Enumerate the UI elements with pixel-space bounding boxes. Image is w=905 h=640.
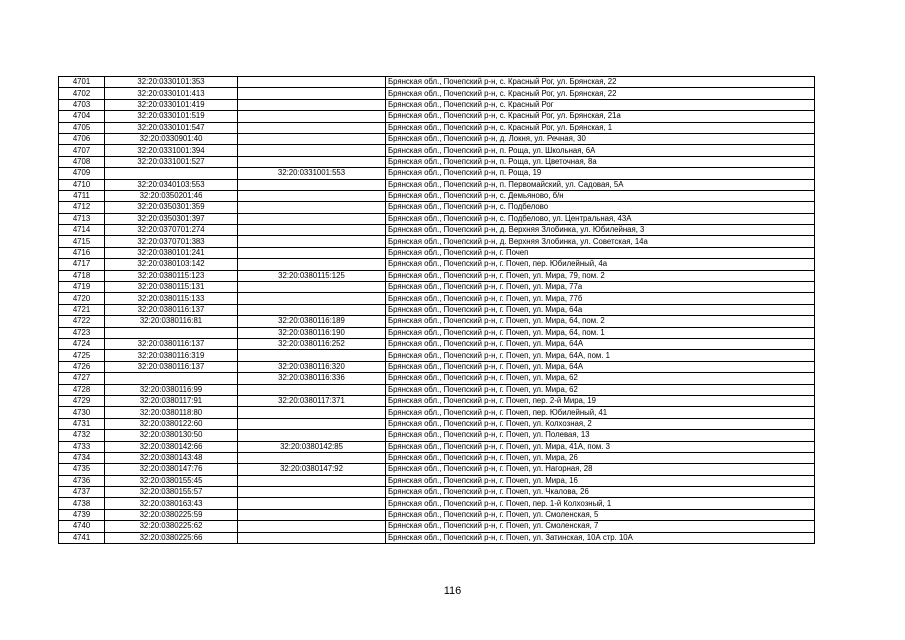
cadastral-number-cell xyxy=(105,373,238,384)
cadastral-number-cell: 32:20:0380116:137 xyxy=(105,361,238,372)
cadastral-number-cell: 32:20:0380116:81 xyxy=(105,316,238,327)
related-cadastral-number-cell xyxy=(238,213,386,224)
address-cell: Брянская обл., Почепский р-н, г. Почеп, ул. Мира, 62 xyxy=(386,373,815,384)
table-row xyxy=(59,441,815,452)
row-number-cell: 4702 xyxy=(59,88,105,99)
address-cell: Брянская обл., Почепский р-н, г. Почеп, пер. Юбилейный, 41 xyxy=(386,407,815,418)
table-row xyxy=(59,247,815,258)
table-row xyxy=(59,373,815,384)
related-cadastral-number-cell xyxy=(238,487,386,498)
table-row xyxy=(59,259,815,270)
related-cadastral-number-cell xyxy=(238,293,386,304)
related-cadastral-number-cell xyxy=(238,350,386,361)
row-number-cell: 4705 xyxy=(59,122,105,133)
table-row xyxy=(59,475,815,486)
related-cadastral-number-cell xyxy=(238,179,386,190)
table-row xyxy=(59,282,815,293)
address-cell: Брянская обл., Почепский р-н, с. Красный Рог xyxy=(386,99,815,110)
row-number-cell: 4724 xyxy=(59,338,105,349)
cadastral-number-cell: 32:20:0380155:57 xyxy=(105,487,238,498)
row-number-cell: 4704 xyxy=(59,111,105,122)
address-cell: Брянская обл., Почепский р-н, г. Почеп, ул. Мира, 64А xyxy=(386,361,815,372)
related-cadastral-number-cell xyxy=(238,509,386,520)
row-number-cell: 4706 xyxy=(59,133,105,144)
address-cell: Брянская обл., Почепский р-н, с. Красный Рог, ул. Брянская, 22 xyxy=(386,77,815,88)
address-cell: Брянская обл., Почепский р-н, г. Почеп, ул. Полевая, 13 xyxy=(386,430,815,441)
cadastral-number-cell: 32:20:0380116:137 xyxy=(105,338,238,349)
address-cell: Брянская обл., Почепский р-н, г. Почеп, ул. Мира, 79, пом. 2 xyxy=(386,270,815,281)
address-cell: Брянская обл., Почепский р-н, с. Красный Рог, ул. Брянская, 21а xyxy=(386,111,815,122)
cadastral-number-cell: 32:20:0370701:274 xyxy=(105,225,238,236)
related-cadastral-number-cell xyxy=(238,133,386,144)
table-row xyxy=(59,509,815,520)
related-cadastral-number-cell: 32:20:0331001:553 xyxy=(238,168,386,179)
row-number-cell: 4728 xyxy=(59,384,105,395)
row-number-cell: 4710 xyxy=(59,179,105,190)
related-cadastral-number-cell xyxy=(238,190,386,201)
related-cadastral-number-cell xyxy=(238,145,386,156)
related-cadastral-number-cell xyxy=(238,77,386,88)
address-cell: Брянская обл., Почепский р-н, г. Почеп, ул. Мира, 62 xyxy=(386,384,815,395)
related-cadastral-number-cell xyxy=(238,282,386,293)
row-number-cell: 4717 xyxy=(59,259,105,270)
cadastral-number-cell: 32:20:0330101:519 xyxy=(105,111,238,122)
cadastral-number-cell: 32:20:0380103:142 xyxy=(105,259,238,270)
cadastral-number-cell: 32:20:0350301:397 xyxy=(105,213,238,224)
row-number-cell: 4721 xyxy=(59,304,105,315)
address-cell: Брянская обл., Почепский р-н, г. Почеп, ул. Мира, 77а xyxy=(386,282,815,293)
table-row xyxy=(59,452,815,463)
address-cell: Брянская обл., Почепский р-н, с. Красный Рог, ул. Брянская, 1 xyxy=(386,122,815,133)
cadastral-number-cell: 32:20:0380117:91 xyxy=(105,395,238,406)
cadastral-number-cell: 32:20:0350301:359 xyxy=(105,202,238,213)
cadastral-number-cell: 32:20:0380143:48 xyxy=(105,452,238,463)
row-number-cell: 4720 xyxy=(59,293,105,304)
address-cell: Брянская обл., Почепский р-н, г. Почеп, ул. Мира, 26 xyxy=(386,452,815,463)
address-cell: Брянская обл., Почепский р-н, г. Почеп, ул. Мира, 16 xyxy=(386,475,815,486)
address-cell: Брянская обл., Почепский р-н, г. Почеп, пер. 1-й Колхозный, 1 xyxy=(386,498,815,509)
cadastral-number-cell: 32:20:0380101:241 xyxy=(105,247,238,258)
table-row xyxy=(59,190,815,201)
address-cell: Брянская обл., Почепский р-н, с. Красный Рог, ул. Брянская, 22 xyxy=(386,88,815,99)
address-cell: Брянская обл., Почепский р-н, г. Почеп, ул. Мира, 64, пом. 1 xyxy=(386,327,815,338)
row-number-cell: 4714 xyxy=(59,225,105,236)
table-row xyxy=(59,133,815,144)
address-cell: Брянская обл., Почепский р-н, п. Первомайский, ул. Садовая, 5А xyxy=(386,179,815,190)
cadastral-number-cell: 32:20:0330101:547 xyxy=(105,122,238,133)
cadastral-number-cell: 32:20:0330101:419 xyxy=(105,99,238,110)
related-cadastral-number-cell xyxy=(238,430,386,441)
related-cadastral-number-cell: 32:20:0380116:190 xyxy=(238,327,386,338)
related-cadastral-number-cell xyxy=(238,407,386,418)
table-row xyxy=(59,430,815,441)
row-number-cell: 4712 xyxy=(59,202,105,213)
table-row xyxy=(59,304,815,315)
related-cadastral-number-cell xyxy=(238,532,386,543)
related-cadastral-number-cell xyxy=(238,521,386,532)
table-row xyxy=(59,418,815,429)
row-number-cell: 4701 xyxy=(59,77,105,88)
table-row xyxy=(59,350,815,361)
table-row xyxy=(59,316,815,327)
table-row xyxy=(59,202,815,213)
cadastral-number-cell: 32:20:0331001:394 xyxy=(105,145,238,156)
row-number-cell: 4732 xyxy=(59,430,105,441)
related-cadastral-number-cell xyxy=(238,156,386,167)
related-cadastral-number-cell xyxy=(238,418,386,429)
cadastral-number-cell: 32:20:0380142:66 xyxy=(105,441,238,452)
cadastral-number-cell: 32:20:0330101:353 xyxy=(105,77,238,88)
cadastral-number-cell: 32:20:0380155:45 xyxy=(105,475,238,486)
address-cell: Брянская обл., Почепский р-н, г. Почеп, ул. Чкалова, 26 xyxy=(386,487,815,498)
registry-table-body xyxy=(59,77,815,544)
row-number-cell: 4722 xyxy=(59,316,105,327)
table-row xyxy=(59,532,815,543)
address-cell: Брянская обл., Почепский р-н, с. Подбелово xyxy=(386,202,815,213)
address-cell: Брянская обл., Почепский р-н, г. Почеп, ул. Колхозная, 2 xyxy=(386,418,815,429)
row-number-cell: 4738 xyxy=(59,498,105,509)
address-cell: Брянская обл., Почепский р-н, г. Почеп, ул. Мира, 64А xyxy=(386,338,815,349)
address-cell: Брянская обл., Почепский р-н, г. Почеп, пер. Юбилейный, 4а xyxy=(386,259,815,270)
table-row xyxy=(59,168,815,179)
table-row xyxy=(59,464,815,475)
address-cell: Брянская обл., Почепский р-н, г. Почеп, ул. Мира, 41А, пом. 3 xyxy=(386,441,815,452)
cadastral-number-cell: 32:20:0330901:40 xyxy=(105,133,238,144)
cadastral-number-cell xyxy=(105,327,238,338)
related-cadastral-number-cell: 32:20:0380115:125 xyxy=(238,270,386,281)
table-row xyxy=(59,395,815,406)
table-row xyxy=(59,145,815,156)
row-number-cell: 4715 xyxy=(59,236,105,247)
table-row xyxy=(59,111,815,122)
cadastral-number-cell: 32:20:0380116:99 xyxy=(105,384,238,395)
related-cadastral-number-cell: 32:20:0380116:336 xyxy=(238,373,386,384)
address-cell: Брянская обл., Почепский р-н, с. Подбелово, ул. Центральная, 43А xyxy=(386,213,815,224)
row-number-cell: 4711 xyxy=(59,190,105,201)
address-cell: Брянская обл., Почепский р-н, г. Почеп, пер. 2-й Мира, 19 xyxy=(386,395,815,406)
cadastral-number-cell: 32:20:0380225:59 xyxy=(105,509,238,520)
table-row xyxy=(59,88,815,99)
related-cadastral-number-cell xyxy=(238,304,386,315)
table-row xyxy=(59,156,815,167)
row-number-cell: 4718 xyxy=(59,270,105,281)
related-cadastral-number-cell xyxy=(238,475,386,486)
row-number-cell: 4726 xyxy=(59,361,105,372)
row-number-cell: 4731 xyxy=(59,418,105,429)
cadastral-number-cell: 32:20:0380147:76 xyxy=(105,464,238,475)
row-number-cell: 4709 xyxy=(59,168,105,179)
related-cadastral-number-cell xyxy=(238,122,386,133)
cadastral-number-cell: 32:20:0370701:383 xyxy=(105,236,238,247)
cadastral-number-cell: 32:20:0380225:66 xyxy=(105,532,238,543)
address-cell: Брянская обл., Почепский р-н, д. Верхняя Злобинка, ул. Юбилейная, 3 xyxy=(386,225,815,236)
row-number-cell: 4719 xyxy=(59,282,105,293)
address-cell: Брянская обл., Почепский р-н, г. Почеп xyxy=(386,247,815,258)
related-cadastral-number-cell xyxy=(238,452,386,463)
address-cell: Брянская обл., Почепский р-н, г. Почеп, ул. Мира, 64а xyxy=(386,304,815,315)
table-row xyxy=(59,327,815,338)
related-cadastral-number-cell xyxy=(238,202,386,213)
address-cell: Брянская обл., Почепский р-н, п. Роща, ул. Цветочная, 8а xyxy=(386,156,815,167)
related-cadastral-number-cell: 32:20:0380116:189 xyxy=(238,316,386,327)
cadastral-number-cell: 32:20:0331001:527 xyxy=(105,156,238,167)
page-number: 116 xyxy=(443,585,462,597)
table-row xyxy=(59,270,815,281)
row-number-cell: 4741 xyxy=(59,532,105,543)
row-number-cell: 4703 xyxy=(59,99,105,110)
row-number-cell: 4716 xyxy=(59,247,105,258)
row-number-cell: 4735 xyxy=(59,464,105,475)
cadastral-number-cell: 32:20:0380115:131 xyxy=(105,282,238,293)
cadastral-number-cell: 32:20:0350201:46 xyxy=(105,190,238,201)
address-cell: Брянская обл., Почепский р-н, д. Локня, ул. Речная, 30 xyxy=(386,133,815,144)
cadastral-number-cell: 32:20:0380163:43 xyxy=(105,498,238,509)
related-cadastral-number-cell: 32:20:0380116:252 xyxy=(238,338,386,349)
related-cadastral-number-cell: 32:20:0380147:92 xyxy=(238,464,386,475)
row-number-cell: 4736 xyxy=(59,475,105,486)
table-row xyxy=(59,77,815,88)
table-row xyxy=(59,179,815,190)
cadastral-number-cell: 32:20:0380115:133 xyxy=(105,293,238,304)
related-cadastral-number-cell: 32:20:0380142:85 xyxy=(238,441,386,452)
related-cadastral-number-cell xyxy=(238,88,386,99)
table-row xyxy=(59,236,815,247)
cadastral-number-cell: 32:20:0380116:137 xyxy=(105,304,238,315)
row-number-cell: 4713 xyxy=(59,213,105,224)
address-cell: Брянская обл., Почепский р-н, г. Почеп, ул. Смоленская, 7 xyxy=(386,521,815,532)
address-cell: Брянская обл., Почепский р-н, г. Почеп, ул. Затинская, 10А стр. 10А xyxy=(386,532,815,543)
row-number-cell: 4730 xyxy=(59,407,105,418)
cadastral-number-cell: 32:20:0380225:62 xyxy=(105,521,238,532)
row-number-cell: 4725 xyxy=(59,350,105,361)
related-cadastral-number-cell: 32:20:0380116:320 xyxy=(238,361,386,372)
cadastral-number-cell: 32:20:0380130:50 xyxy=(105,430,238,441)
cadastral-number-cell xyxy=(105,168,238,179)
table-row xyxy=(59,498,815,509)
address-cell: Брянская обл., Почепский р-н, д. Верхняя Злобинка, ул. Советская, 14а xyxy=(386,236,815,247)
cadastral-number-cell: 32:20:0380118:80 xyxy=(105,407,238,418)
address-cell: Брянская обл., Почепский р-н, п. Роща, ул. Школьная, 6А xyxy=(386,145,815,156)
cadastral-number-cell: 32:20:0340103:553 xyxy=(105,179,238,190)
related-cadastral-number-cell xyxy=(238,236,386,247)
related-cadastral-number-cell xyxy=(238,99,386,110)
address-cell: Брянская обл., Почепский р-н, г. Почеп, ул. Мира, 77б xyxy=(386,293,815,304)
table-row xyxy=(59,338,815,349)
row-number-cell: 4708 xyxy=(59,156,105,167)
row-number-cell: 4727 xyxy=(59,373,105,384)
related-cadastral-number-cell xyxy=(238,498,386,509)
table-row xyxy=(59,122,815,133)
address-cell: Брянская обл., Почепский р-н, с. Демьяново, б/н xyxy=(386,190,815,201)
table-row xyxy=(59,225,815,236)
table-row xyxy=(59,213,815,224)
address-cell: Брянская обл., Почепский р-н, г. Почеп, ул. Мира, 64, пом. 2 xyxy=(386,316,815,327)
table-row xyxy=(59,99,815,110)
related-cadastral-number-cell: 32:20:0380117:371 xyxy=(238,395,386,406)
table-row xyxy=(59,293,815,304)
cadastral-number-cell: 32:20:0330101:413 xyxy=(105,88,238,99)
table-row xyxy=(59,384,815,395)
related-cadastral-number-cell xyxy=(238,111,386,122)
address-cell: Брянская обл., Почепский р-н, п. Роща, 19 xyxy=(386,168,815,179)
row-number-cell: 4707 xyxy=(59,145,105,156)
row-number-cell: 4723 xyxy=(59,327,105,338)
table-row xyxy=(59,361,815,372)
row-number-cell: 4740 xyxy=(59,521,105,532)
address-cell: Брянская обл., Почепский р-н, г. Почеп, ул. Мира, 64А, пом. 1 xyxy=(386,350,815,361)
related-cadastral-number-cell xyxy=(238,259,386,270)
table-row xyxy=(59,521,815,532)
related-cadastral-number-cell xyxy=(238,247,386,258)
registry-table xyxy=(58,76,815,544)
related-cadastral-number-cell xyxy=(238,225,386,236)
table-row xyxy=(59,487,815,498)
row-number-cell: 4733 xyxy=(59,441,105,452)
address-cell: Брянская обл., Почепский р-н, г. Почеп, ул. Смоленская, 5 xyxy=(386,509,815,520)
row-number-cell: 4737 xyxy=(59,487,105,498)
table-row xyxy=(59,407,815,418)
related-cadastral-number-cell xyxy=(238,384,386,395)
row-number-cell: 4739 xyxy=(59,509,105,520)
row-number-cell: 4734 xyxy=(59,452,105,463)
address-cell: Брянская обл., Почепский р-н, г. Почеп, ул. Нагорная, 28 xyxy=(386,464,815,475)
cadastral-number-cell: 32:20:0380116:319 xyxy=(105,350,238,361)
row-number-cell: 4729 xyxy=(59,395,105,406)
cadastral-number-cell: 32:20:0380115:123 xyxy=(105,270,238,281)
cadastral-number-cell: 32:20:0380122:60 xyxy=(105,418,238,429)
